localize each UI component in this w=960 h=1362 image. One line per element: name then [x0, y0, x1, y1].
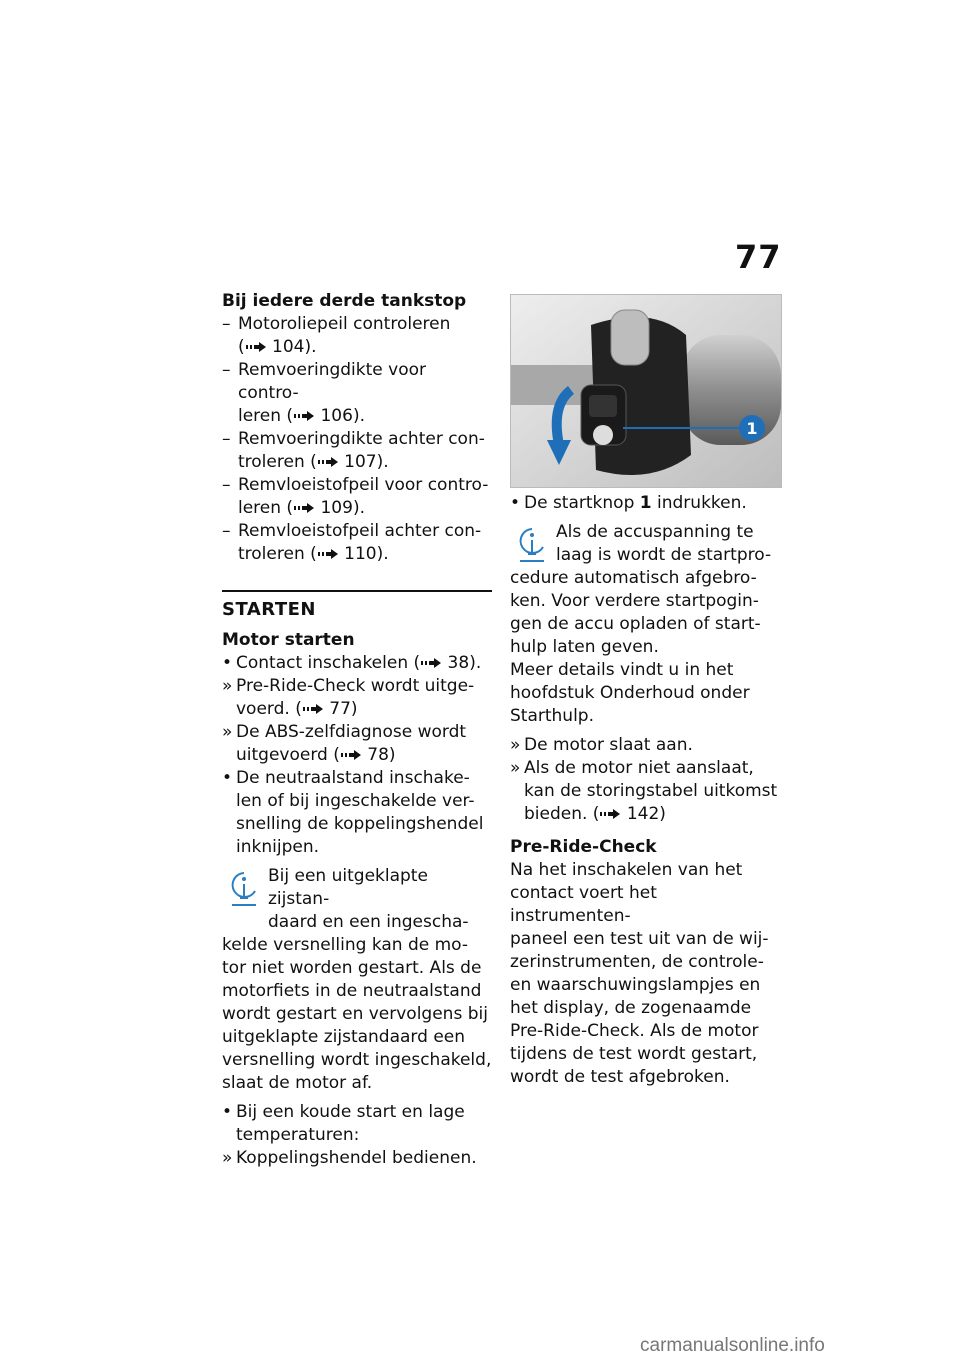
callout-number: 1	[746, 419, 758, 438]
bullet-icon: •	[510, 493, 521, 513]
dash-marker: –	[222, 475, 231, 495]
info-icon	[230, 871, 258, 907]
info-note: Als de accuspanning te laag is wordt de startpro- cedure automatisch afgebro- ken. Voor verdere startpogin- gen de accu opladen of start- hulp laten geven. Meer details vindt u in het hoofdstuk Onderhoud onder Starthulp.	[510, 522, 772, 726]
page-ref-link[interactable]: 77	[329, 699, 351, 719]
result-marker-icon: »	[222, 1148, 233, 1168]
result-step: » Als de motor niet aanslaat, kan de storingstabel uitkomst bieden. ( 142)	[510, 758, 778, 824]
subheading-pre-ride-check: Pre-Ride-Check	[510, 837, 657, 857]
action-step: • De neutraalstand inschake- len of bij ingeschakelde ver- snelling de koppelingshendel inknijpen.	[222, 768, 484, 857]
page-ref-link[interactable]: 38	[447, 653, 470, 673]
page-ref-link[interactable]: 107	[344, 452, 377, 472]
dash-marker: –	[222, 521, 231, 541]
page-ref-link[interactable]: 110	[344, 544, 377, 564]
page-ref-arrow-icon	[317, 548, 339, 560]
section-divider	[222, 590, 492, 592]
section-title: STARTEN	[222, 599, 316, 620]
page-ref-arrow-icon	[340, 749, 362, 761]
info-icon	[518, 527, 546, 563]
page-ref-link[interactable]: 104	[272, 337, 305, 357]
page-ref-arrow-icon	[317, 456, 339, 468]
list-item: – Motoroliepeil controleren ( 104).	[222, 314, 451, 357]
page-ref-arrow-icon	[245, 341, 267, 353]
bullet-icon: •	[222, 768, 233, 788]
page-number: 77	[735, 238, 782, 276]
result-marker-icon: »	[222, 676, 233, 696]
list-item: – Remvoeringdikte achter con- troleren ( 107).	[222, 429, 485, 472]
heading-tankstop: Bij iedere derde tankstop	[222, 291, 467, 311]
right-column	[510, 492, 782, 1089]
bullet-icon: •	[222, 1102, 233, 1122]
result-step: » De motor slaat aan.	[510, 735, 693, 755]
list-item: – Remvloeistofpeil voor contro- leren ( 109).	[222, 475, 489, 518]
page-ref-link[interactable]: 78	[367, 745, 389, 765]
info-note: Bij een uitgeklapte zijstan- daard en een ingescha- kelde versnelling kan de mo- tor niet worden gestart. Als de motorfiets in de neutraalstand wordt gestart en vervolgens bij uitgeklapte zijstandaard een versnelling wordt ingeschakeld, slaat de motor af.	[222, 866, 492, 1093]
footer-watermark: carmanualsonline.info	[640, 1335, 825, 1356]
page-ref-arrow-icon	[293, 502, 315, 514]
bullet-icon: •	[222, 653, 233, 673]
result-marker-icon: »	[510, 735, 521, 755]
page-ref-arrow-icon	[420, 657, 442, 669]
result-step: » Koppelingshendel bedienen.	[222, 1148, 477, 1168]
subheading-motor-starten: Motor starten	[222, 630, 355, 650]
page-ref-arrow-icon	[302, 703, 324, 715]
page-ref-link[interactable]: 142	[626, 804, 660, 824]
action-step: • De startknop 1 indrukken.	[510, 493, 747, 513]
page-ref-arrow-icon	[293, 410, 315, 422]
result-marker-icon: »	[222, 722, 233, 742]
result-step: » De ABS-zelfdiagnose wordt uitgevoerd ( 78)	[222, 722, 467, 765]
handlebar-switch-photo	[510, 294, 782, 488]
pre-ride-check-text: Na het inschakelen van het contact voert het instrumenten- paneel een test uit van de wij- zerinstrumenten, de controle- en waarschuwingslampjes en het display, de zogenaamde Pre-Ride-Check. Als de motor tijdens de test wordt gestart, wordt de test afgebroken.	[510, 860, 769, 1087]
start-button-illustration	[511, 295, 781, 487]
action-step: • Bij een koude start en lage temperaturen:	[222, 1102, 465, 1145]
dash-marker: –	[222, 314, 231, 334]
result-step: » Pre-Ride-Check wordt uitge- voerd. ( 77)	[222, 676, 475, 719]
page-ref-link[interactable]: 106	[320, 406, 353, 426]
left-column	[222, 290, 492, 1170]
page-ref-arrow-icon	[599, 808, 621, 820]
list-item: – Remvloeistofpeil achter con- troleren ( 110).	[222, 521, 482, 564]
page-ref-link[interactable]: 109	[320, 498, 353, 518]
dash-marker: –	[222, 360, 231, 380]
result-marker-icon: »	[510, 758, 521, 778]
dash-marker: –	[222, 429, 231, 449]
action-step: • Contact inschakelen ( 38).	[222, 653, 482, 673]
list-item: – Remvoeringdikte voor contro- leren ( 106).	[222, 360, 427, 426]
